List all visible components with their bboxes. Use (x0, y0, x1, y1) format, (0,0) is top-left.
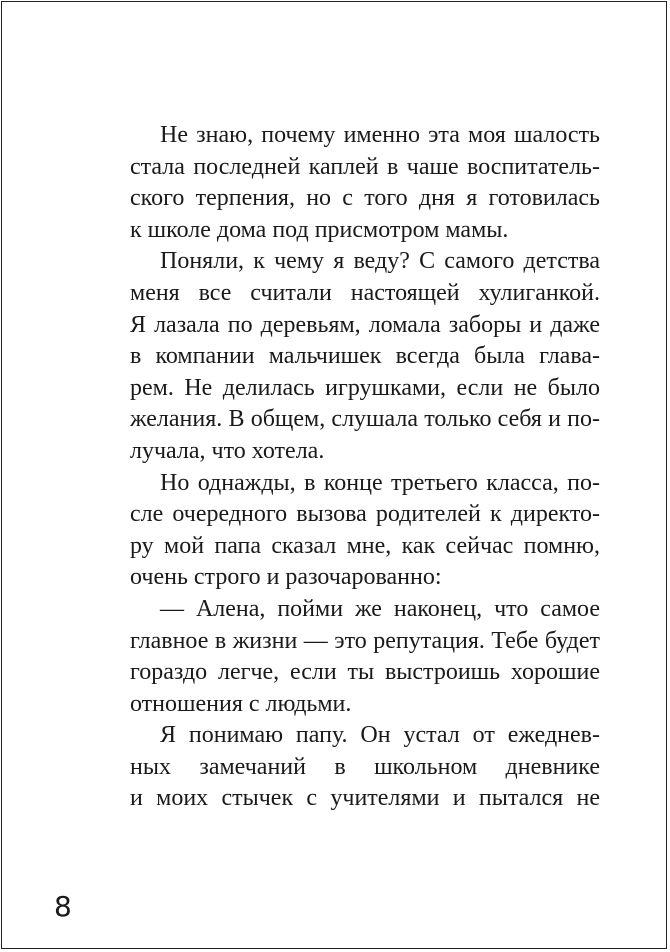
text-line: в компании мальчишек всегда была глава- (130, 343, 600, 370)
text-line: рем. Не делилась игрушками, если не было (130, 374, 600, 401)
text-line: желания. В общем, слушала только себя и по- (130, 406, 600, 433)
paragraph-4 (130, 594, 600, 720)
body-text (130, 120, 600, 815)
paragraph-2 (130, 246, 600, 467)
text-line: ру мой папа сказал мне, как сейчас помню, (130, 532, 600, 559)
paragraph-3 (130, 468, 600, 594)
text-line: лучала, что хотела. (130, 437, 325, 464)
text-line: Но однажды, в конце третьего класса, по- (160, 469, 600, 496)
text-line: Я понимаю папу. Он устал от ежеднев- (160, 722, 600, 749)
book-page (1, 1, 667, 949)
text-line: стала последней каплей в чаше воспитатель- (130, 153, 600, 180)
text-line: Поняли, к чему я веду? С самого детства (160, 248, 600, 275)
page-number: 8 (54, 890, 72, 923)
paragraph-1 (130, 120, 600, 246)
text-line: сле очередного вызова родителей к директо- (130, 501, 600, 528)
text-line: меня все считали настоящей хулиганкой. (130, 279, 600, 306)
text-line: Не знаю, почему именно эта моя шалость (160, 122, 600, 148)
text-line: очень строго и разочарованно: (130, 564, 442, 591)
paragraph-5 (130, 720, 600, 815)
text-line: гораздо легче, если ты выстроишь хорошие (130, 659, 600, 686)
text-line: — Алена, пойми же наконец, что самое (160, 595, 600, 622)
text-line: ных замечаний в школьном дневнике (130, 753, 600, 780)
text-line: и моих стычек с учителями и пытался не (130, 785, 600, 812)
text-line: Я лазала по деревьям, ломала заборы и даже (130, 311, 600, 338)
text-line: к школе дома под присмотром мамы. (130, 216, 509, 243)
text-line: ского терпения, но с того дня я готовилась (130, 185, 600, 212)
text-line: главное в жизни — это репутация. Тебе будет (130, 627, 600, 654)
text-line: отношения с людьми. (130, 690, 352, 717)
